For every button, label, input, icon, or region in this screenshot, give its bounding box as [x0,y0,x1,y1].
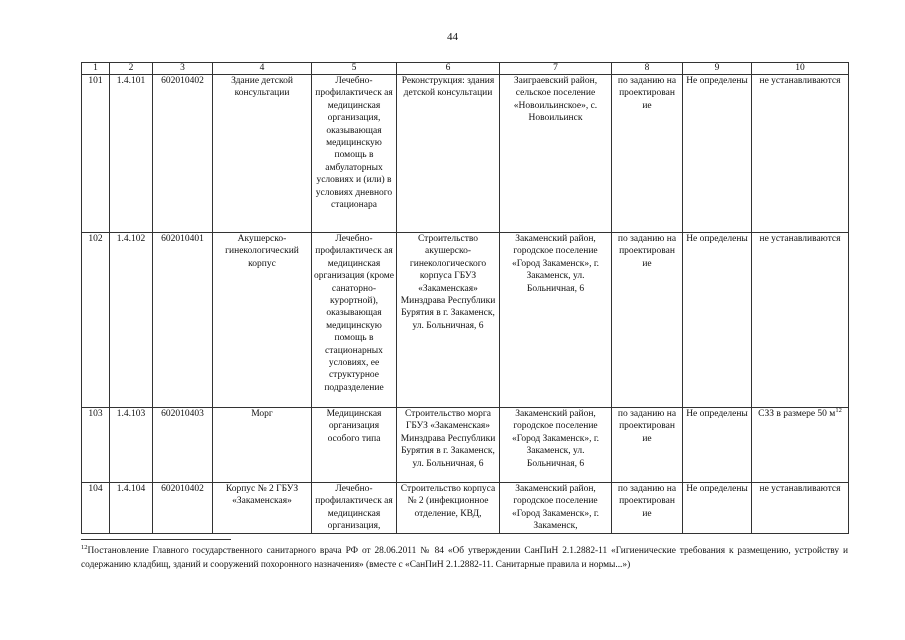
object-characteristics: Не определены [683,408,752,483]
object-code: 602010402 [153,483,213,534]
object-location: Закаменский район, городское поселение «Город Закаменск», г. Закаменск, ул. Больничная, 6 [500,233,612,408]
object-location: Закаменский район, городское поселение «Город Закаменск», г. Закаменск, ул. Больничная, 6 [500,408,612,483]
zones-text: не устанавливаются [759,484,841,494]
column-header: 9 [683,63,752,75]
objects-table [81,62,849,534]
object-purpose: Строительство акушерско-гинекологического корпуса ГБУЗ «Закаменская» Минздрава Республики Бурятия в г. Закаменск, ул. Больничная, 6 [397,233,500,408]
row-code: 1.4.102 [110,233,153,408]
footnote-marker: 12 [81,543,88,551]
footnote-ref: 12 [835,407,842,414]
object-purpose: Строительство морга ГБУЗ «Закаменская» Минздрава Республики Бурятия в г. Закаменск, ул. Больничная, 6 [397,408,500,483]
column-header: 10 [752,63,849,75]
row-code: 1.4.103 [110,408,153,483]
object-name: Морг [213,408,312,483]
object-name: Корпус № 2 ГБУЗ «Закаменская» [213,483,312,534]
zones-text: не устанавливаются [759,234,841,244]
column-header: 5 [312,63,397,75]
object-zones [752,233,849,408]
column-header: 7 [500,63,612,75]
column-header: 6 [397,63,500,75]
column-header: 8 [612,63,683,75]
object-code: 602010402 [153,75,213,233]
row-code: 1.4.104 [110,483,153,534]
object-parameters: по заданию на проектирован ие [612,233,683,408]
table-row [82,483,849,534]
row-number: 101 [82,75,110,233]
object-type: Лечебно-профилактическ ая медицинская организация, [312,483,397,534]
table-row [82,75,849,233]
object-name: Акушерско-гинекологический корпус [213,233,312,408]
object-purpose: Строительство корпуса № 2 (инфекционное отделение, КВД, [397,483,500,534]
object-zones [752,483,849,534]
object-zones [752,408,849,483]
footnote-divider [81,539,231,540]
object-type: Лечебно-профилактическ ая медицинская организация (кроме санаторно-курортной), оказывающая медицинскую помощь в стационарных условиях, ее структурное подразделение [312,233,397,408]
object-type: Медицинская организация особого типа [312,408,397,483]
footnote [81,544,848,572]
table-row [82,408,849,483]
object-parameters: по заданию на проектирован ие [612,483,683,534]
column-header: 3 [153,63,213,75]
object-characteristics: Не определены [683,75,752,233]
object-location: Закаменский район, городское поселение «Город Закаменск», г. Закаменск, [500,483,612,534]
object-name: Здание детской консультации [213,75,312,233]
table-row [82,233,849,408]
object-type: Лечебно-профилактическ ая медицинская организация, оказывающая медицинскую помощь в амбулаторных условиях и (или) в условиях дневного стационара [312,75,397,233]
zones-text: СЗЗ в размере 50 м [758,409,836,419]
object-parameters: по заданию на проектирован ие [612,408,683,483]
column-header: 1 [82,63,110,75]
object-characteristics: Не определены [683,233,752,408]
row-number: 104 [82,483,110,534]
object-purpose: Реконструкция: здания детской консультации [397,75,500,233]
object-location: Заиграевский район, сельское поселение «Новоильинское», с. Новоильинск [500,75,612,233]
page-number: 44 [447,31,458,43]
object-parameters: по заданию на проектирован ие [612,75,683,233]
object-code: 602010403 [153,408,213,483]
header-row [82,63,849,75]
row-code: 1.4.101 [110,75,153,233]
object-zones [752,75,849,233]
object-code: 602010401 [153,233,213,408]
column-header: 4 [213,63,312,75]
zones-text: не устанавливаются [759,76,841,86]
footnote-text: Постановление Главного государственного санитарного врача РФ от 28.06.2011 № 84 «Об утверждении СанПиН 2.1.2882-11 «Гигиенические требования к размещению, устройству и содержанию кладбищ, зданий и сооружений похоронного назначения» (вместе с «СанПиН 2.1.2882-11. Санитарные правила и нормы...») [81,546,848,570]
object-characteristics: Не определены [683,483,752,534]
row-number: 103 [82,408,110,483]
column-header: 2 [110,63,153,75]
row-number: 102 [82,233,110,408]
